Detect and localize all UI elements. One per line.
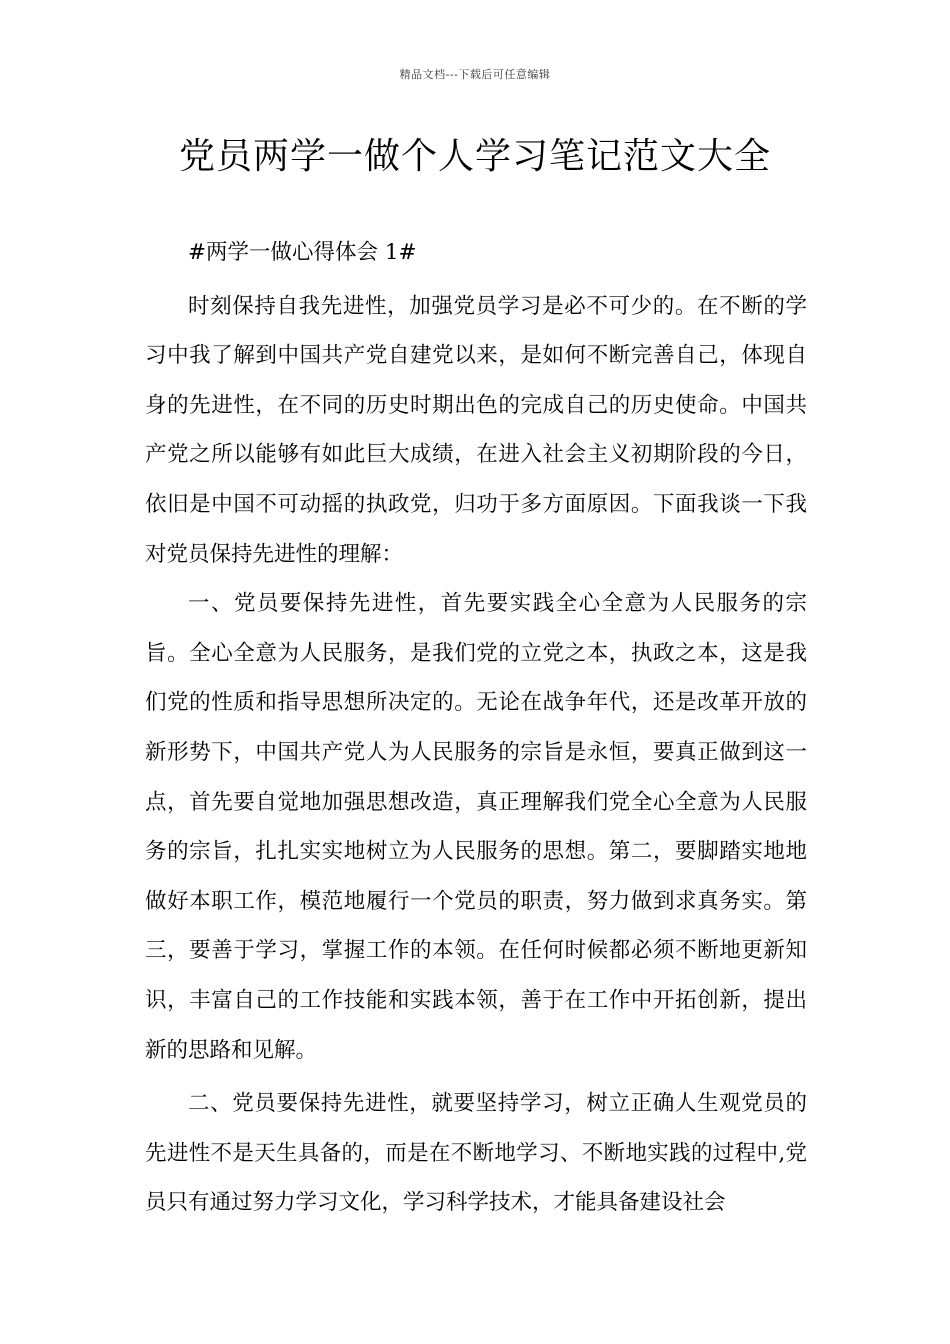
- section-heading: #两学一做心得体会 1#: [188, 240, 417, 265]
- document-body: [145, 228, 807, 1228]
- paragraph-1: 时刻保持自我先进性，加强党员学习是必不可少的。在不断的学习中我了解到中国共产党自建党以来，是如何不断完善自己，体现自身的先进性，在不同的历史时期出色的完成自己的历史使命。中国共产党之所以能够有如此巨大成绩，在进入社会主义初期阶段的今日，依旧是中国不可动摇的执政党，归功于多方面原因。下面我谈一下我对党员保持先进性的理解：: [145, 293, 807, 567]
- paragraph-3: 二、党员要保持先进性，就要坚持学习，树立正确人生观党员的先进性不是天生具备的，而是在不断地学习、不断地实践的过程中,党员只有通过努力学习文化，学习科学技术，才能具备建设社会: [145, 1091, 807, 1216]
- paragraph-2: 一、党员要保持先进性，首先要实践全心全意为人民服务的宗旨。全心全意为人民服务，是我们党的立党之本，执政之本，这是我们党的性质和指导思想所决定的。无论在战争年代，还是改革开放的新形势下，中国共产党人为人民服务的宗旨是永恒，要真正做到这一点，首先要自觉地加强思想改造，真正理解我们党全心全意为人民服务的宗旨，扎扎实实地树立为人民服务的思想。第二，要脚踏实地地做好本职工作，模范地履行一个党员的职责，努力做到求真务实。第三，要善于学习，掌握工作的本领。在任何时候都必须不断地更新知识，丰富自己的工作技能和实践本领，善于在工作中开拓创新，提出新的思路和见解。: [145, 591, 807, 1063]
- page-title: 党员两学一做个人学习笔记范文大全: [178, 136, 771, 177]
- header-note: 精品文档---下载后可任意编辑: [399, 68, 551, 81]
